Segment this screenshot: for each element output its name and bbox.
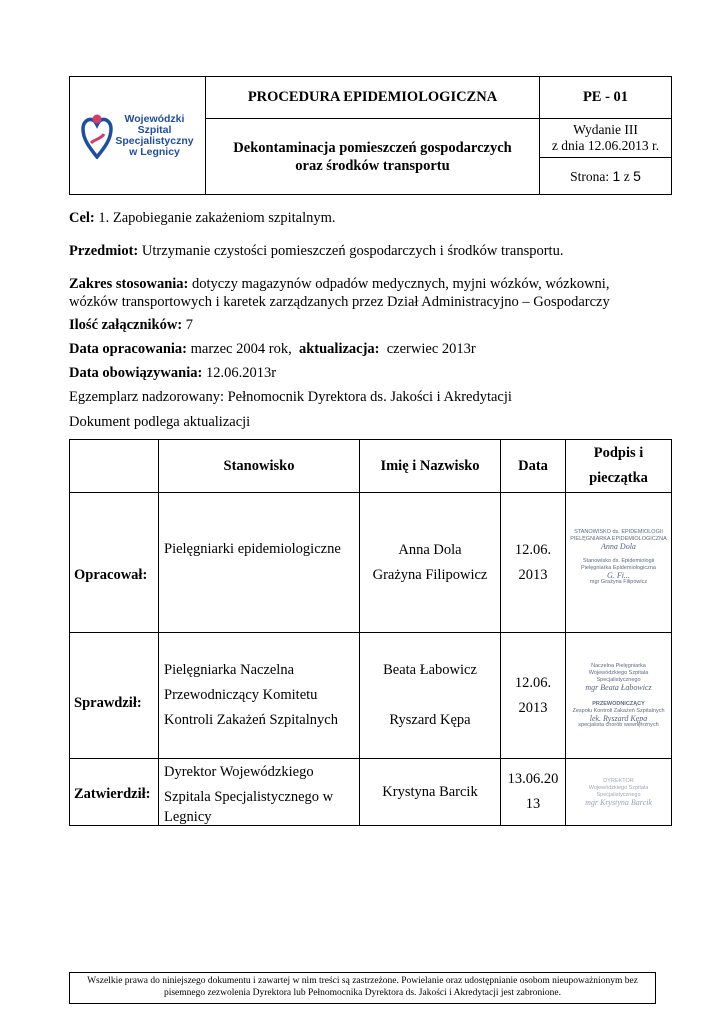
header-podpis-line2: pieczątka	[589, 470, 648, 486]
header-imie: Imię i Nazwisko	[360, 440, 501, 493]
stamp-2: PRZEWODNICZĄCY Zespołu Kontroli Zakażeń Szpitalnych lek. Ryszard Kępa specjalista chorób wewnętrznych	[572, 700, 665, 728]
header-empty	[70, 440, 159, 493]
page-sep: z	[623, 169, 630, 184]
header-table	[69, 76, 672, 195]
header-podpis	[566, 440, 672, 493]
names-cell: Krystyna Barcik	[360, 759, 501, 826]
aktualizacji-line: Dokument podlega aktualizacji	[69, 414, 251, 430]
table-row	[70, 759, 672, 826]
obowiazywania-label: Data obowiązywania:	[69, 365, 203, 381]
stamp-1: Naczelna Pielęgniarka Wojewódzkiego Szpitala Specjalistycznego mgr Beata Łabowicz	[585, 662, 652, 692]
table-row	[70, 633, 672, 759]
procedure-code: PE - 01	[540, 77, 672, 119]
przedmiot-label: Przedmiot:	[69, 243, 139, 259]
edition-cell	[540, 119, 672, 195]
opracowania-label: Data opracowania:	[69, 341, 188, 357]
names-cell	[360, 633, 501, 759]
subtitle-line1: Dekontaminacja pomieszczeń gospodarczych	[233, 139, 512, 156]
position-cell: Pielęgniarka Naczelna Przewodniczący Komitetu Kontroli Zakażeń Szpitalnych	[159, 633, 360, 759]
edition-date: z dnia 12.06.2013 r.	[551, 138, 660, 153]
aktualizacja-value: czerwiec 2013r	[386, 341, 476, 357]
przedmiot-text: Utrzymanie czystości pomieszczeń gospodarczych i środków transportu.	[141, 243, 564, 259]
cel-line	[69, 210, 336, 227]
table-row	[70, 493, 672, 633]
table-header-row	[70, 440, 672, 493]
edition-number: Wydanie III	[573, 122, 638, 137]
name-2: Grażyna Filipowicz	[372, 566, 488, 583]
zalaczniki-label: Ilość załączników:	[69, 317, 183, 333]
stamp-2: Stanowisko ds. Epidemiologii Pielęgniarka Epidemiologiczna G. Fi... mgr Grażyna Filipowicz	[581, 558, 656, 585]
cel-text: 1. Zapobieganie zakażeniom szpitalnym.	[98, 210, 336, 226]
page-indicator	[540, 158, 671, 194]
date-line1: 13.06.20	[507, 771, 559, 787]
page-current: 1	[612, 168, 621, 184]
egzemplarz-line: Egzemplarz nadzorowany: Pełnomocnik Dyrektora ds. Jakości i Akredytacji	[69, 389, 512, 405]
stamp-1: STANOWISKO ds. EPIDEMIOLOGII PIELĘGNIARKA EPIDEMIOLOGICZNA Anna Dola	[570, 529, 667, 551]
signature-cell	[566, 493, 672, 633]
aktualizacja-label: aktualizacja:	[298, 341, 380, 357]
date-line2: 13	[525, 796, 541, 812]
subtitle-line2: oraz środków transportu	[295, 157, 450, 174]
hospital-logo	[70, 77, 205, 194]
name-1: Anna Dola	[398, 541, 462, 558]
date-cell	[501, 633, 566, 759]
cel-label: Cel:	[69, 210, 95, 226]
zalaczniki-value: 7	[185, 317, 194, 333]
role-opracowal: Opracował:	[70, 493, 159, 633]
header-podpis-line1: Podpis i	[593, 445, 644, 461]
zakres-text1: dotyczy magazynów odpadów medycznych, myjni wózków, wózkowni,	[192, 276, 610, 292]
date-cell	[501, 759, 566, 826]
heart-logo-icon	[81, 113, 113, 159]
name-1: Beata Łabowicz	[383, 662, 477, 678]
date-line1: 12.06.	[514, 541, 552, 558]
zalaczniki-line	[69, 317, 193, 334]
logo-line1: Wojewódzki	[124, 112, 185, 125]
obowiazywania-value: 12.06.2013r	[205, 365, 277, 381]
opracowania-line	[69, 341, 476, 358]
date-line2: 2013	[518, 566, 548, 583]
footer-line2: pisemnego zezwolenia Dyrektora lub Pełnomocnika Dyrektora ds. Jakości i Akredytacji jest zabronione.	[163, 988, 562, 998]
date-line1: 12.06.	[514, 674, 552, 691]
signature-cell	[566, 633, 672, 759]
footer-line1: Wszelkie prawa do niniejszego dokumentu i zawartej w nim treści są zastrzeżone. Powielanie oraz udostępnianie osobom nieupoważnionym bez	[87, 976, 638, 986]
logo-line3: Specjalistyczny	[115, 134, 194, 147]
zakres-line2: wózków transportowych i karetek zarządzanych przez Dział Administracyjno – Gospodarczy	[69, 294, 610, 310]
opracowania-value: marzec 2004 rok,	[190, 341, 292, 357]
header-data: Data	[501, 440, 566, 493]
header-stanowisko: Stanowisko	[159, 440, 360, 493]
zakres-line	[69, 276, 609, 293]
page-label: Strona:	[570, 169, 610, 184]
przedmiot-line	[69, 243, 563, 260]
names-cell	[360, 493, 501, 633]
name-2: Ryszard Kępa	[389, 712, 471, 728]
signature-cell	[566, 759, 672, 826]
position-cell: Pielęgniarki epidemiologiczne	[159, 493, 360, 633]
role-sprawdzil: Sprawdził:	[70, 633, 159, 759]
copyright-footer	[69, 972, 656, 1004]
date-cell	[501, 493, 566, 633]
logo-line2: Szpital	[137, 123, 172, 136]
obowiazywania-line	[69, 365, 276, 382]
role-zatwierdzil: Zatwierdził:	[70, 759, 159, 826]
logo-cell	[70, 77, 206, 195]
stamp-1: DYREKTOR Wojewódzkiego Szpitala Specjalistycznego mgr Krystyna Barcik	[585, 778, 652, 807]
procedure-title: PROCEDURA EPIDEMIOLOGICZNA	[206, 77, 540, 119]
logo-line4: w Legnicy	[129, 145, 180, 158]
position-cell: Dyrektor Wojewódzkiego Szpitala Specjalistycznego w Legnicy	[159, 759, 360, 826]
procedure-subtitle	[206, 119, 540, 195]
zakres-label: Zakres stosowania:	[69, 276, 189, 292]
page-total: 5	[633, 168, 641, 184]
date-line2: 2013	[518, 699, 548, 716]
approval-table	[69, 439, 672, 826]
